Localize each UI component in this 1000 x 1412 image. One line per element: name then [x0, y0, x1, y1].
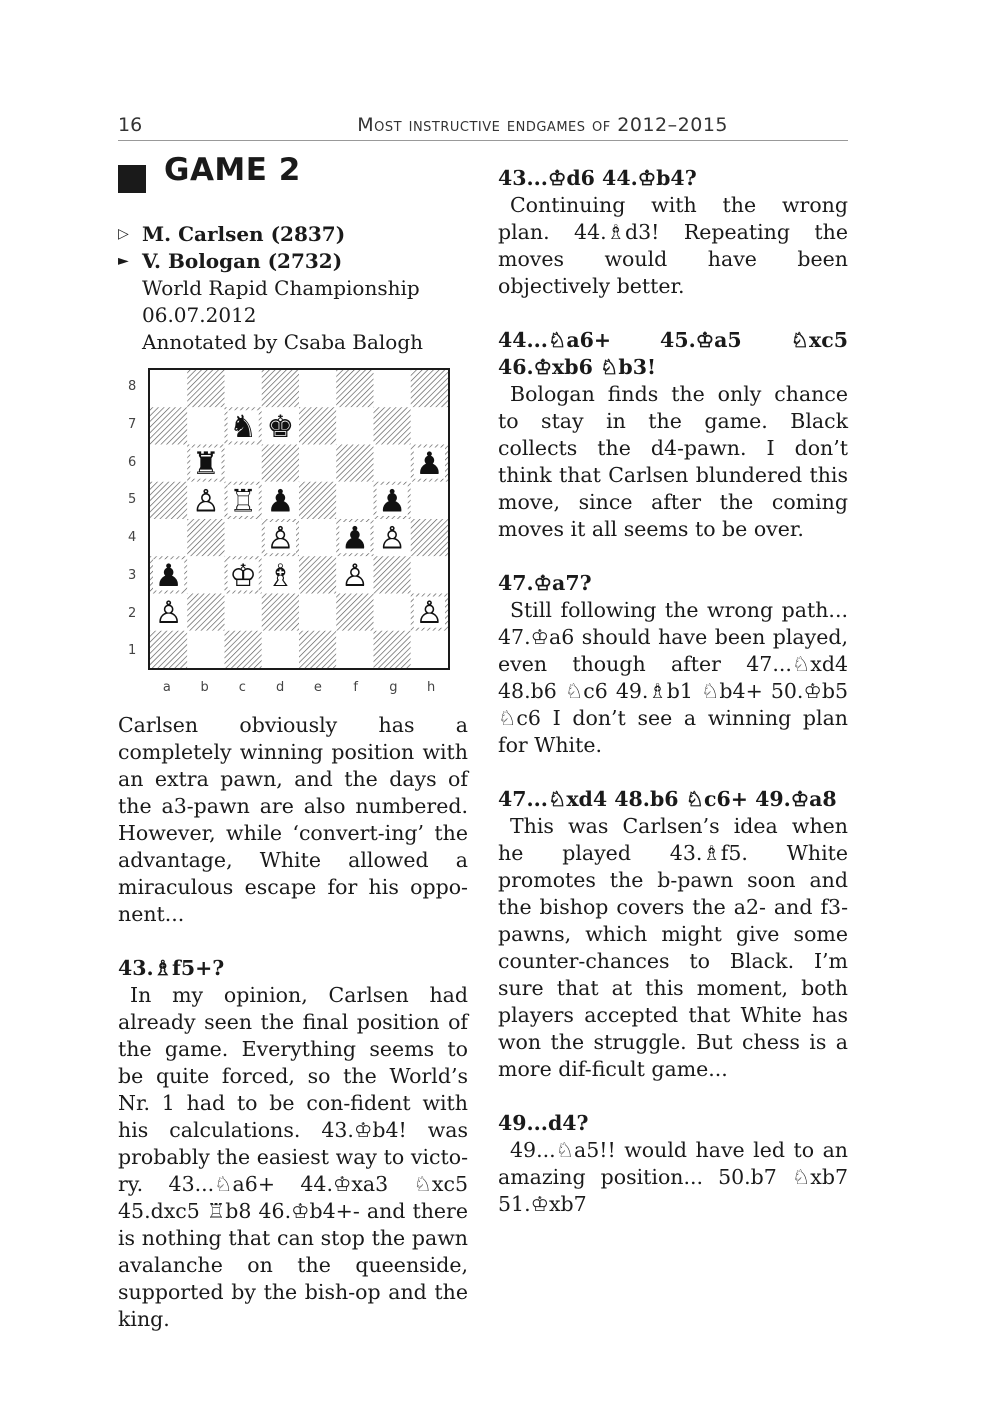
dark-square: [299, 556, 336, 593]
chess-diagram: [118, 368, 468, 698]
note-49: 49...♘a5!! would have led to an amazing position... 50.b7 ♘xb7 51.♔xb7: [498, 1138, 848, 1216]
rank-label: 6: [128, 454, 137, 470]
light-square: [299, 519, 336, 556]
light-square: [374, 445, 411, 482]
dark-square: [336, 370, 373, 407]
white-bishop-icon: ♗: [266, 557, 295, 594]
dark-square: [262, 370, 299, 407]
dark-square: [150, 407, 187, 444]
note-43b: Continuing with the wrong plan. 44.♗d3! Repeating the moves would have been objectively better.: [498, 193, 848, 298]
black-pawn-icon: ♟: [154, 557, 183, 594]
move-heading-43b: 43...♔d6 44.♔b4?: [498, 166, 697, 190]
left-column: [118, 152, 468, 1333]
rank-label: 8: [128, 379, 137, 394]
black-player-row: [118, 248, 468, 275]
dark-square: [150, 631, 187, 668]
white-triangle-icon: ▷: [118, 226, 129, 242]
light-square: [225, 370, 262, 407]
rank-labels: [128, 368, 140, 670]
right-column: [498, 165, 848, 1218]
event: World Rapid Championship: [142, 276, 420, 300]
dark-square: [411, 519, 448, 556]
rank-label: 7: [128, 416, 137, 432]
light-square: [411, 482, 448, 519]
white-pawn-icon: ♙: [154, 595, 183, 632]
rank-label: 5: [128, 492, 137, 508]
dark-square: [336, 445, 373, 482]
dark-square: [225, 631, 262, 668]
black-pawn-icon: ♟: [415, 446, 444, 483]
heading-square-icon: [118, 165, 146, 193]
light-square: [150, 370, 187, 407]
intro-paragraph: Carlsen obviously has a completely winning position with an extra pawn, and the days of the a3-pawn are also numbered. However, while ‘convert-ing’ the advantage, White allowed a miraculous escape for his oppo-nent...: [118, 713, 468, 926]
rank-label: 4: [128, 530, 137, 545]
date: 06.07.2012: [142, 303, 257, 327]
light-square: [299, 445, 336, 482]
note-43: In my opinion, Carlsen had already seen the final position of the game. Everything seems to be quite forced, so the World’s Nr. 1 had to be con-fident with his calculations. 43.♔b4! was probably the easiest way to victo-ry. 43...♘a6+ 44.♔xa3 ♘xc5 45.dxc5 ♖b8 46.♔b4+- and there is nothing that can stop the pawn avalanche on the queenside, supported by the bish-op and the king.: [118, 983, 468, 1331]
file-label: f: [353, 680, 358, 695]
light-square: [411, 556, 448, 593]
light-square: [374, 594, 411, 631]
dark-square: [187, 370, 224, 407]
file-label: c: [238, 680, 246, 695]
white-rook-icon: ♖: [229, 483, 258, 520]
note-44: Bologan finds the only chance to stay in the game. Black collects the d4-pawn. I don’t think that Carlsen blundered this move, since after the coming moves it all seems to be over.: [498, 382, 848, 541]
file-label: a: [162, 680, 171, 695]
white-pawn-icon: ♙: [266, 520, 295, 557]
light-square: [187, 556, 224, 593]
white-pawn-icon: ♙: [191, 483, 220, 520]
light-square: [336, 631, 373, 668]
light-square: [262, 631, 299, 668]
file-label: d: [275, 680, 285, 695]
light-square: [411, 631, 448, 668]
rank-label: 1: [128, 643, 137, 659]
white-player-row: [118, 221, 468, 248]
file-label: g: [389, 680, 398, 695]
note-47b: This was Carlsen’s idea when he played 43.♗f5. White promotes the b-pawn soon and the bishop covers the a2- and f3-pawns, which might give some counter-chances to Black. I’m sure that at this moment, both players accepted that White has won the struggle. But chess is a more dif-ficult game...: [498, 814, 848, 1081]
black-knight-icon: ♞: [229, 408, 258, 445]
light-square: [225, 445, 262, 482]
light-square: [150, 519, 187, 556]
dark-square: [374, 407, 411, 444]
light-square: [150, 445, 187, 482]
white-pawn-icon: ♙: [415, 595, 444, 632]
black-player: V. Bologan (2732): [142, 249, 343, 273]
black-rook-icon: ♜: [191, 446, 220, 483]
dark-square: [150, 482, 187, 519]
dark-square: [374, 556, 411, 593]
white-pawn-icon: ♙: [340, 557, 369, 594]
rank-label: 3: [128, 567, 137, 583]
light-square: [374, 370, 411, 407]
move-heading-44: 44...♘a6+ 45.♔a5 ♘xc5 46.♔xb6 ♘b3!: [498, 328, 848, 379]
black-pawn-icon: ♟: [340, 520, 369, 557]
move-heading-47b: 47...♘xd4 48.b6 ♘c6+ 49.♔a8: [498, 787, 837, 811]
dark-square: [374, 631, 411, 668]
file-label: b: [200, 680, 209, 695]
page-number: 16: [118, 114, 143, 136]
chess-board: [148, 368, 450, 670]
light-square: [225, 594, 262, 631]
dark-square: [187, 594, 224, 631]
light-square: [187, 407, 224, 444]
annotator: Annotated by Csaba Balogh: [142, 330, 424, 354]
file-labels: [148, 674, 450, 701]
move-heading-49: 49...d4?: [498, 1111, 589, 1135]
game-info: [118, 221, 468, 356]
game-title: GAME 2: [164, 152, 301, 188]
light-square: [336, 407, 373, 444]
light-square: [225, 519, 262, 556]
black-pawn-icon: ♟: [266, 483, 295, 520]
white-pawn-icon: ♙: [378, 520, 407, 557]
dark-square: [336, 594, 373, 631]
white-player: M. Carlsen (2837): [142, 222, 346, 246]
light-square: [187, 631, 224, 668]
game-heading: [118, 152, 468, 203]
dark-square: [411, 370, 448, 407]
dark-square: [187, 519, 224, 556]
light-square: [411, 407, 448, 444]
move-heading-47: 47.♔a7?: [498, 571, 592, 595]
rank-label: 2: [128, 605, 137, 621]
move-heading-43: 43.♗f5+?: [118, 956, 225, 980]
light-square: [299, 370, 336, 407]
dark-square: [262, 445, 299, 482]
white-king-icon: ♔: [229, 557, 258, 594]
running-title: Most instructive endgames of 2012–2015: [357, 114, 728, 136]
light-square: [336, 482, 373, 519]
file-label: e: [313, 680, 322, 695]
note-47: Still following the wrong path... 47.♔a6 should have been played, even though after 47...♘xd4 48.b6 ♘c6 49.♗b1 ♘b4+ 50.♔b5 ♘c6 I don’t see a winning plan for White.: [498, 598, 848, 757]
black-triangle-icon: ►: [118, 253, 129, 269]
black-king-icon: ♚: [266, 408, 295, 445]
light-square: [299, 594, 336, 631]
file-label: h: [427, 680, 436, 695]
dark-square: [299, 407, 336, 444]
dark-square: [299, 631, 336, 668]
dark-square: [262, 594, 299, 631]
dark-square: [299, 482, 336, 519]
black-pawn-icon: ♟: [378, 483, 407, 520]
page-header: [118, 112, 848, 141]
